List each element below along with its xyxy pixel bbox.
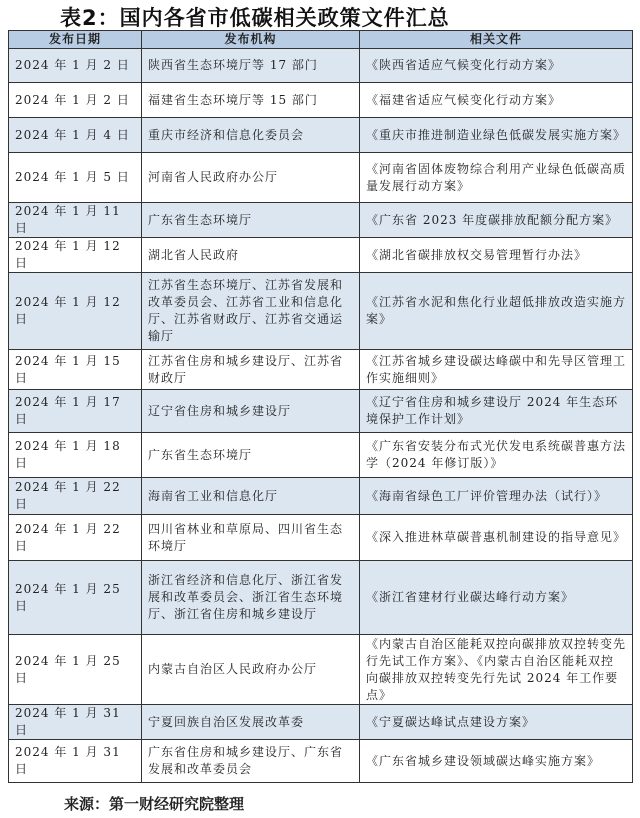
cell-doc: 《江苏省城乡建设碳达峰碳中和先导区管理工作实施细则》	[360, 350, 633, 390]
cell-org: 广东省住房和城乡建设厅、广东省发展和改革委员会	[142, 740, 360, 783]
cell-doc: 《内蒙古自治区能耗双控向碳排放双控转变先行先试工作方案》、《内蒙古自治区能耗双控向碳排放双控转变先行先试 2024 年工作要点》	[360, 635, 633, 705]
cell-org: 四川省林业和草原局、四川省生态环境厅	[142, 515, 360, 561]
cell-org: 内蒙古自治区人民政府办公厅	[142, 635, 360, 705]
cell-doc: 《辽宁省住房和城乡建设厅 2024 年生态环境保护工作计划》	[360, 390, 633, 433]
cell-date: 2024 年 1 月 22 日	[9, 515, 142, 561]
header-org: 发布机构	[142, 31, 360, 49]
cell-doc: 《广东省城乡建设领域碳达峰实施方案》	[360, 740, 633, 783]
cell-org: 辽宁省住房和城乡建设厅	[142, 390, 360, 433]
table-row	[9, 478, 633, 515]
header-date: 发布日期	[9, 31, 142, 49]
cell-date: 2024 年 1 月 15 日	[9, 350, 142, 390]
cell-date: 2024 年 1 月 25 日	[9, 635, 142, 705]
cell-doc: 《河南省固体废物综合利用产业绿色低碳高质量发展行动方案》	[360, 153, 633, 203]
cell-org: 河南省人民政府办公厅	[142, 153, 360, 203]
cell-doc: 《海南省绿色工厂评价管理办法（试行）》	[360, 478, 633, 515]
cell-date: 2024 年 1 月 25 日	[9, 561, 142, 635]
table-row	[9, 740, 633, 783]
cell-date: 2024 年 1 月 12 日	[9, 273, 142, 350]
table-row	[9, 515, 633, 561]
cell-org: 海南省工业和信息化厅	[142, 478, 360, 515]
cell-date: 2024 年 1 月 12 日	[9, 238, 142, 273]
cell-doc: 《广东省安装分布式光伏发电系统碳普惠方法学（2024 年修订版）》	[360, 433, 633, 478]
cell-org: 宁夏回族自治区发展改革委	[142, 705, 360, 740]
cell-doc: 《深入推进林草碳普惠机制建设的指导意见》	[360, 515, 633, 561]
table-row	[9, 350, 633, 390]
policy-table	[8, 30, 633, 783]
table-row	[9, 83, 633, 118]
cell-org: 江苏省住房和城乡建设厅、江苏省财政厅	[142, 350, 360, 390]
table-row	[9, 118, 633, 153]
cell-date: 2024 年 1 月 2 日	[9, 83, 142, 118]
cell-org: 重庆市经济和信息化委员会	[142, 118, 360, 153]
cell-org: 浙江省经济和信息化厅、浙江省发展和改革委员会、浙江省生态环境厅、浙江省住房和城乡建设厅	[142, 561, 360, 635]
cell-doc: 《浙江省建材行业碳达峰行动方案》	[360, 561, 633, 635]
table-row	[9, 238, 633, 273]
cell-org: 广东省生态环境厅	[142, 203, 360, 238]
cell-org: 湖北省人民政府	[142, 238, 360, 273]
table-title: 表2：国内各省市低碳相关政策文件汇总	[60, 6, 450, 30]
cell-date: 2024 年 1 月 31 日	[9, 705, 142, 740]
cell-date: 2024 年 1 月 5 日	[9, 153, 142, 203]
table-row	[9, 49, 633, 83]
cell-org: 陕西省生态环境厅等 17 部门	[142, 49, 360, 83]
table-row	[9, 153, 633, 203]
cell-doc: 《重庆市推进制造业绿色低碳发展实施方案》	[360, 118, 633, 153]
cell-doc: 《江苏省水泥和焦化行业超低排放改造实施方案》	[360, 273, 633, 350]
cell-date: 2024 年 1 月 11 日	[9, 203, 142, 238]
cell-date: 2024 年 1 月 31 日	[9, 740, 142, 783]
table-body	[9, 49, 633, 783]
table-row	[9, 203, 633, 238]
cell-date: 2024 年 1 月 2 日	[9, 49, 142, 83]
cell-date: 2024 年 1 月 4 日	[9, 118, 142, 153]
cell-doc: 《广东省 2023 年度碳排放配额分配方案》	[360, 203, 633, 238]
cell-org: 广东省生态环境厅	[142, 433, 360, 478]
cell-doc: 《陕西省适应气候变化行动方案》	[360, 49, 633, 83]
cell-doc: 《湖北省碳排放权交易管理暂行办法》	[360, 238, 633, 273]
table-row	[9, 433, 633, 478]
table-row	[9, 635, 633, 705]
cell-date: 2024 年 1 月 22 日	[9, 478, 142, 515]
table-row	[9, 705, 633, 740]
table-row	[9, 273, 633, 350]
cell-doc: 《宁夏碳达峰试点建设方案》	[360, 705, 633, 740]
cell-date: 2024 年 1 月 18 日	[9, 433, 142, 478]
source-note: 来源：第一财经研究院整理	[64, 795, 245, 813]
cell-date: 2024 年 1 月 17 日	[9, 390, 142, 433]
cell-org: 福建省生态环境厅等 15 部门	[142, 83, 360, 118]
cell-doc: 《福建省适应气候变化行动方案》	[360, 83, 633, 118]
header-doc: 相关文件	[360, 31, 633, 49]
cell-org: 江苏省生态环境厅、江苏省发展和改革委员会、江苏省工业和信息化厅、江苏省财政厅、江苏省交通运输厅	[142, 273, 360, 350]
table-row	[9, 390, 633, 433]
table-row	[9, 561, 633, 635]
table-header-row	[9, 31, 633, 49]
